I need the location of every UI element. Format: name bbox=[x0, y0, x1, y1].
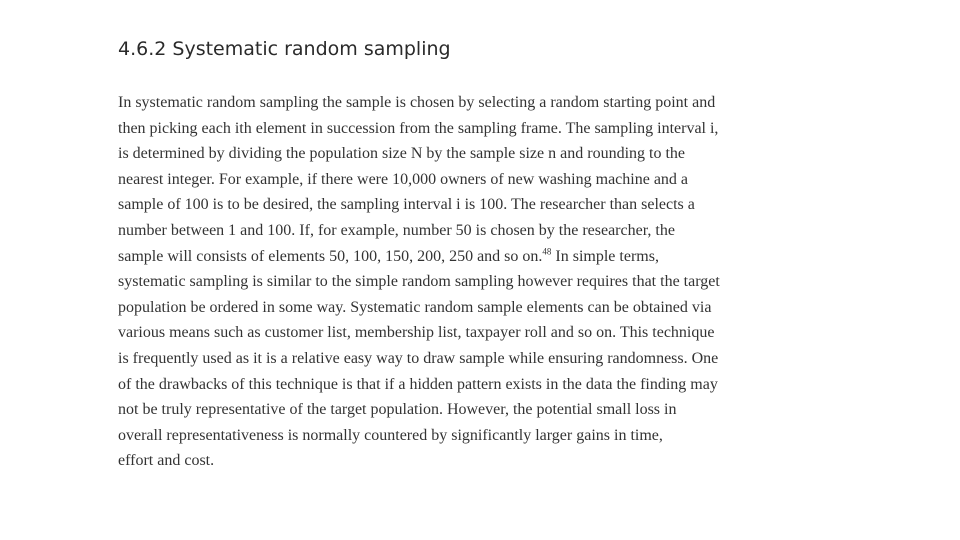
footnote-reference: 48 bbox=[542, 246, 552, 257]
paragraph-line: then picking each ith element in succession from the sampling frame. The sampling interval i, bbox=[118, 119, 719, 137]
paragraph-line-with-footnote bbox=[118, 244, 818, 270]
paragraph-line: of the drawbacks of this technique is that if a hidden pattern exists in the data the finding may bbox=[118, 375, 718, 393]
paragraph-line-text: sample will consists of elements 50, 100, 150, 200, 250 and so on. bbox=[118, 247, 543, 265]
paragraph-line: population be ordered in some way. Systematic random sample elements can be obtained via bbox=[118, 298, 712, 316]
paragraph-line: sample of 100 is to be desired, the sampling interval i is 100. The researcher than selects a bbox=[118, 196, 695, 214]
paragraph-line-tail: In simple terms, bbox=[551, 247, 659, 265]
paragraph-line: is determined by dividing the population size N by the sample size n and rounding to the bbox=[118, 145, 685, 163]
paragraph-line: is frequently used as it is a relative easy way to draw sample while ensuring randomness. One bbox=[118, 349, 719, 367]
paragraph-line: In systematic random sampling the sample is chosen by selecting a random starting point and bbox=[118, 94, 716, 111]
section-heading: 4.6.2 Systematic random sampling bbox=[118, 38, 451, 60]
paragraph-line: effort and cost. bbox=[118, 452, 215, 470]
paragraph-line: nearest integer. For example, if there were 10,000 owners of new washing machine and a bbox=[118, 170, 689, 188]
paragraph-line: various means such as customer list, membership list, taxpayer roll and so on. This technique bbox=[118, 324, 715, 342]
paragraph-line: not be truly representative of the target population. However, the potential small loss in bbox=[118, 401, 677, 419]
paragraph-line: number between 1 and 100. If, for example, number 50 is chosen by the researcher, the bbox=[118, 221, 675, 239]
paragraph-line: overall representativeness is normally countered by significantly larger gains in time, bbox=[118, 426, 663, 444]
paragraph-line: systematic sampling is similar to the simple random sampling however requires that the target bbox=[118, 273, 720, 291]
body-paragraph bbox=[118, 90, 818, 474]
